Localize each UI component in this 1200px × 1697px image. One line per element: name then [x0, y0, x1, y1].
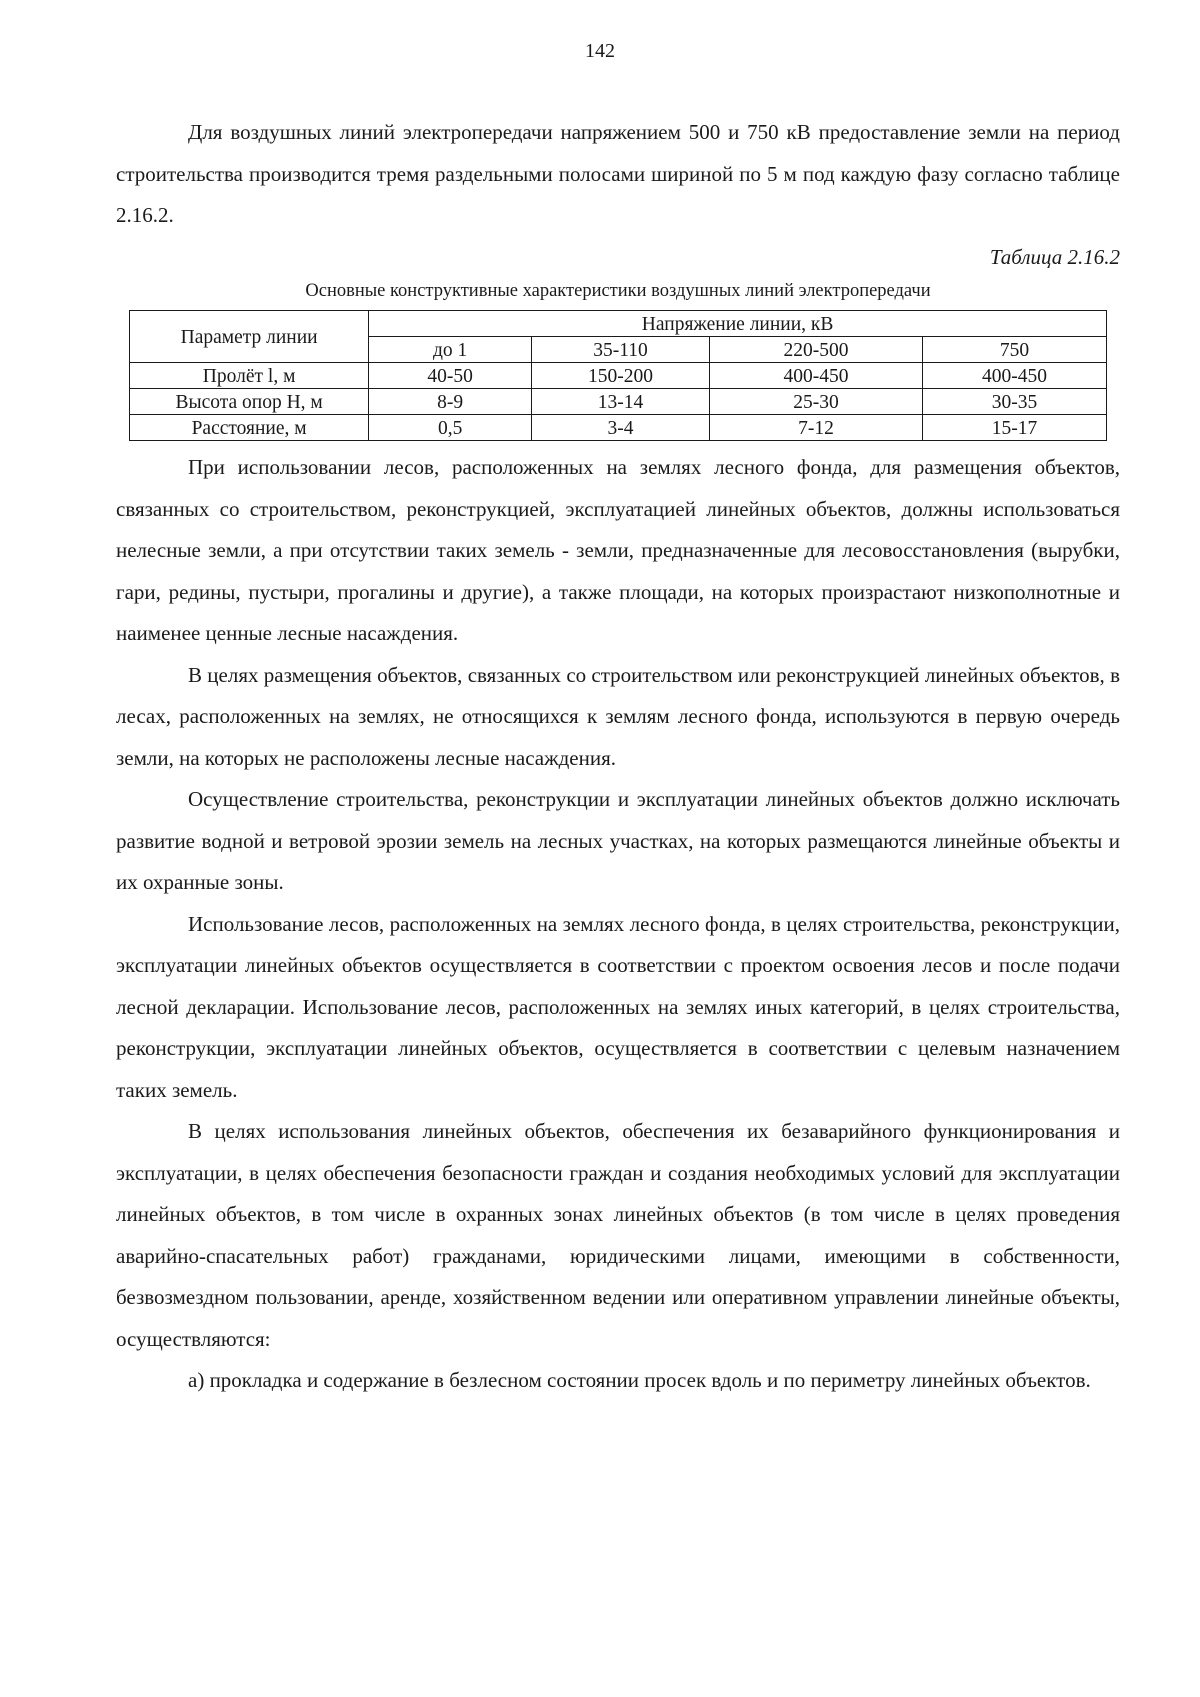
paragraph: В целях использования линейных объектов, обеспечения их безаварийного функционирования и эксплуатации, в целях обеспечения безопасности граждан и создания необходимых условий для эксплуатации линейных объектов, в том числе в охранных зонах линейных объектов (в том числе в целях проведения аварийно-спасательных работ) гражданами, юридическими лицами, имеющими в собственности, безвозмездном пользовании, аренде, хозяйственном ведении или оперативном управлении линейные объекты, осуществляются: [116, 1119, 1120, 1351]
table-row [130, 415, 1107, 441]
table-cell: 150-200 [532, 363, 710, 389]
table-row [130, 389, 1107, 415]
paragraph: Для воздушных линий электропередачи напряжением 500 и 750 кВ предоставление земли на период строительства производится тремя раздельными полосами шириной по 5 м под каждую фазу согласно таблице 2.16.2. [116, 120, 1120, 227]
table-title: Основные конструктивные характеристики воздушных линий электропередачи [305, 281, 931, 301]
row-param: Пролёт l, м [130, 363, 369, 389]
table-cell: 8-9 [369, 389, 532, 415]
voltage-column-header: 750 [923, 337, 1107, 363]
table-cell: 400-450 [923, 363, 1107, 389]
row-param: Высота опор Н, м [130, 389, 369, 415]
table-cell: 40-50 [369, 363, 532, 389]
specs-table [129, 310, 1107, 441]
table-cell: 25-30 [709, 389, 922, 415]
table-cell: 13-14 [532, 389, 710, 415]
table-header-row [130, 311, 1107, 337]
voltage-column-header: 220-500 [709, 337, 922, 363]
page-number: 142 [585, 40, 615, 62]
table-row [130, 363, 1107, 389]
table-cell: 400-450 [709, 363, 922, 389]
paragraph: При использовании лесов, расположенных на землях лесного фонда, для размещения объектов, связанных со строительством, реконструкцией, эксплуатацией линейных объектов, должны использоваться нелесные земли, а при отсутствии таких земель - земли, предназначенные для лесовосстановления (вырубки, гари, редины, пустыри, прогалины и другие), а также площади, на которых произрастают низкополнотные и наименее ценные лесные насаждения. [116, 455, 1120, 645]
table-cell: 0,5 [369, 415, 532, 441]
voltage-column-header: 35-110 [532, 337, 710, 363]
voltage-header: Напряжение линии, кВ [369, 311, 1107, 337]
paragraph: Использование лесов, расположенных на землях лесного фонда, в целях строительства, реконструкции, эксплуатации линейных объектов осуществляется в соответствии с проектом освоения лесов и после подачи лесной декларации. Использование лесов, расположенных на землях иных категорий, в целях строительства, реконструкции, эксплуатации линейных объектов, осуществляется в соответствии с целевым назначением таких земель. [116, 911, 1120, 1102]
paragraph: Осуществление строительства, реконструкции и эксплуатации линейных объектов должно исключать развитие водной и ветровой эрозии земель на лесных участках, на которых размещаются линейные объекты и их охранные зоны. [116, 787, 1120, 894]
table-cell: 15-17 [923, 415, 1107, 441]
param-header: Параметр линии [130, 311, 369, 363]
table-cell: 30-35 [923, 389, 1107, 415]
voltage-column-header: до 1 [369, 337, 532, 363]
row-param: Расстояние, м [130, 415, 369, 441]
table-cell: 7-12 [709, 415, 922, 441]
list-item: а) прокладка и содержание в безлесном состоянии просек вдоль и по периметру линейных объектов. [188, 1368, 1091, 1392]
page-content [116, 112, 1120, 1402]
paragraph: В целях размещения объектов, связанных со строительством или реконструкцией линейных объектов, в лесах, расположенных на землях, не относящихся к землям лесного фонда, используются в первую очередь земли, на которых не расположены лесные насаждения. [116, 662, 1120, 770]
table-caption: Таблица 2.16.2 [989, 244, 1120, 269]
table-cell: 3-4 [532, 415, 710, 441]
